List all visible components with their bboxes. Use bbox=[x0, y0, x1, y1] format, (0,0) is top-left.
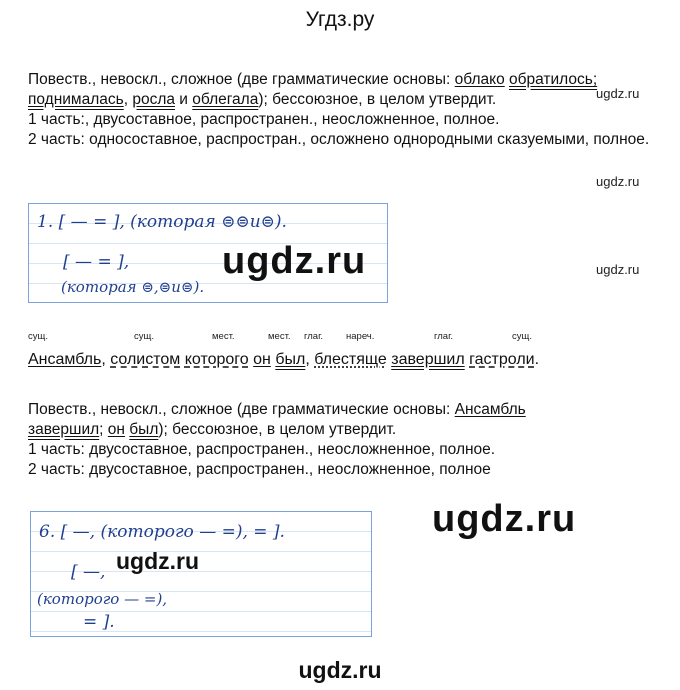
predicate-word: поднималась bbox=[28, 91, 124, 108]
watermark: ugdz.ru bbox=[596, 174, 640, 189]
sentence-word: блестяще bbox=[314, 351, 387, 368]
scheme-line: 1. [ — = ], (которая ⊜⊜и⊜). bbox=[37, 212, 287, 232]
watermark: ugdz.ru bbox=[596, 262, 640, 277]
scheme-line: (которого — =), bbox=[37, 590, 168, 608]
pos-label: сущ. bbox=[512, 331, 532, 342]
pos-label: сущ. bbox=[28, 331, 48, 342]
watermark: ugdz.ru bbox=[298, 657, 382, 683]
predicate-word: обратилось; bbox=[509, 71, 598, 88]
sentence-word: солистом bbox=[110, 351, 181, 368]
watermark: ugdz.ru bbox=[432, 498, 577, 540]
sentence-word: завершил bbox=[391, 351, 465, 368]
sentence-word: он bbox=[253, 351, 271, 368]
sentence-word: которого bbox=[184, 351, 249, 368]
watermark: ugdz.ru bbox=[116, 548, 200, 574]
pos-label: сущ. bbox=[134, 331, 154, 342]
pos-label: глаг. bbox=[434, 331, 454, 342]
sentence-word: Ансамбль bbox=[28, 351, 102, 368]
subject-word: облако bbox=[454, 71, 505, 88]
part2-text: 2 часть: односоставное, распростран., осложнено однородными сказуемыми, полное. bbox=[28, 131, 650, 148]
analysis-block-1: Повеств., невоскл., сложное (две грамматические основы: облако обратилось; поднималась, росла и облегала); бессоюзное, в целом утвердит. 1 часть:, двусоставное, распространен., неосложненное, полное. 2 часть: односоставное, распростран., осложнено однородными сказуемыми, полное. bbox=[28, 71, 650, 148]
analysis-text: Повеств., невоскл., сложное (две грамматические основы: bbox=[28, 401, 455, 418]
predicate-word: был bbox=[129, 421, 159, 438]
predicate-word: завершил bbox=[28, 421, 100, 438]
part2-text: 2 часть: двусоставное, распространен., неосложненное, полное bbox=[28, 461, 491, 478]
analysis-block-2: Повеств., невоскл., сложное (две грамматические основы: Ансамбль завершил; он был); бессоюзное, в целом утвердит. 1 часть: двусоставное, распространен., неосложненное, полное. 2 часть: двусоставное, распространен., неосложненное, полное bbox=[28, 401, 526, 478]
part1-text: 1 часть:, двусоставное, распространен., неосложненное, полное. bbox=[28, 111, 500, 128]
pos-label: мест. bbox=[212, 331, 235, 342]
subject-word: Ансамбль bbox=[454, 401, 526, 418]
scheme-line: = ]. bbox=[83, 612, 115, 632]
scheme-line: 6. [ —, (которого — =), = ]. bbox=[39, 522, 285, 542]
watermark: ugdz.ru bbox=[596, 86, 640, 101]
scheme-card-2 bbox=[30, 511, 372, 637]
watermark: ugdz.ru bbox=[222, 240, 367, 282]
subject-word: он bbox=[107, 421, 125, 438]
predicate-word: облегала bbox=[192, 91, 259, 108]
sentence-word: гастроли bbox=[469, 351, 535, 368]
parsed-sentence: Ансамбль, солистом которого он был, блестяще завершил гастроли. bbox=[28, 351, 540, 368]
pos-label: глаг. bbox=[304, 331, 324, 342]
scheme-line: [ — = ], bbox=[63, 252, 130, 272]
pos-label: мест. bbox=[268, 331, 291, 342]
part1-text: 1 часть: двусоставное, распространен., неосложненное, полное. bbox=[28, 441, 496, 458]
sentence-word: был bbox=[275, 351, 306, 368]
analysis-text: Повеств., невоскл., сложное (две грамматические основы: bbox=[28, 71, 455, 88]
predicate-word: росла bbox=[132, 91, 175, 108]
pos-label: нареч. bbox=[346, 331, 375, 342]
scheme-line: [ —, bbox=[71, 562, 106, 582]
page-title: Угдз.ру bbox=[305, 8, 375, 31]
scheme-line: (которая ⊜,⊜и⊜). bbox=[61, 278, 205, 296]
